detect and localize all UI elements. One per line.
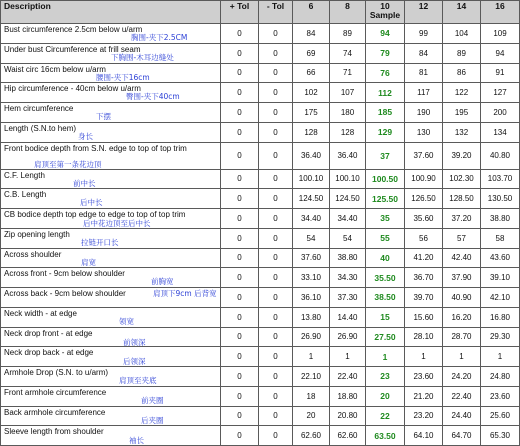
- cell-size-14: 39.20: [443, 142, 481, 169]
- header-minus-tol: - Tol: [259, 1, 293, 24]
- cell-size-14: 195: [443, 103, 481, 123]
- description-english: Sleeve length from shoulder: [4, 427, 104, 437]
- description-english: CB bodice depth top edge to edge to top of top trim: [4, 210, 186, 219]
- cell-minus-tol: 0: [259, 347, 293, 367]
- cell-size-8: 26.90: [330, 327, 366, 347]
- table-row: [1, 268, 520, 288]
- cell-size-8: 100.10: [330, 169, 366, 189]
- header-size-14: 14: [443, 1, 481, 24]
- cell-size-12: 41.20: [405, 248, 443, 268]
- cell-size-12: 99: [405, 24, 443, 44]
- cell-minus-tol: 0: [259, 209, 293, 229]
- cell-minus-tol: 0: [259, 142, 293, 169]
- description-english: Under bust Circumference at frill seam: [4, 44, 141, 54]
- cell-size-12: 130: [405, 122, 443, 142]
- description-chinese-note: 后中长: [80, 198, 103, 208]
- description-chinese-note: 胸围-夹下2.5CM: [131, 33, 188, 42]
- cell-size-16: 38.80: [481, 209, 520, 229]
- cell-size-12: 1: [405, 347, 443, 367]
- measurement-description: [1, 142, 221, 169]
- cell-size-14: 24.40: [443, 406, 481, 426]
- cell-plus-tol: 0: [221, 24, 259, 44]
- description-chinese-note: 肩宽: [81, 257, 96, 267]
- cell-size-6: 36.40: [293, 142, 330, 169]
- cell-size-8: 18.80: [330, 386, 366, 406]
- measurement-description: [1, 288, 221, 308]
- cell-size-16: 1: [481, 347, 520, 367]
- description-english: Bust circumference 2.5cm below u/arm: [4, 25, 143, 34]
- cell-size-8: 14.40: [330, 307, 366, 327]
- table-row: [1, 307, 520, 327]
- cell-size-10-sample: 40: [366, 248, 405, 268]
- cell-size-14: 57: [443, 228, 481, 248]
- cell-plus-tol: 0: [221, 189, 259, 209]
- measurement-description: [1, 43, 221, 63]
- cell-size-12: 64.10: [405, 426, 443, 446]
- cell-size-6: 13.80: [293, 307, 330, 327]
- cell-minus-tol: 0: [259, 307, 293, 327]
- cell-size-10-sample: 37: [366, 142, 405, 169]
- cell-size-14: 37.20: [443, 209, 481, 229]
- measurement-description: [1, 122, 221, 142]
- cell-minus-tol: 0: [259, 248, 293, 268]
- cell-size-12: 39.70: [405, 288, 443, 308]
- cell-size-12: 56: [405, 228, 443, 248]
- table-row: [1, 209, 520, 229]
- cell-minus-tol: 0: [259, 169, 293, 189]
- cell-minus-tol: 0: [259, 288, 293, 308]
- cell-minus-tol: 0: [259, 83, 293, 103]
- measurement-description: [1, 189, 221, 209]
- cell-size-14: 1: [443, 347, 481, 367]
- cell-size-6: 69: [293, 43, 330, 63]
- measurement-description: [1, 268, 221, 288]
- cell-size-14: 104: [443, 24, 481, 44]
- cell-size-10-sample: 76: [366, 63, 405, 83]
- cell-size-16: 42.10: [481, 288, 520, 308]
- cell-size-8: 34.30: [330, 268, 366, 288]
- table-row: [1, 426, 520, 446]
- measurement-description: [1, 103, 221, 123]
- cell-size-14: 16.20: [443, 307, 481, 327]
- cell-plus-tol: 0: [221, 122, 259, 142]
- table-row: [1, 288, 520, 308]
- cell-size-8: 20.80: [330, 406, 366, 426]
- description-english: Hip circumference - 40cm below u/arm: [4, 84, 141, 94]
- table-row: [1, 43, 520, 63]
- description-chinese-note: 前夹圈: [141, 395, 164, 405]
- cell-minus-tol: 0: [259, 228, 293, 248]
- cell-size-16: 23.60: [481, 386, 520, 406]
- measurement-description: [1, 327, 221, 347]
- description-chinese-note: 领宽: [119, 316, 134, 326]
- cell-size-10-sample: 35.50: [366, 268, 405, 288]
- cell-size-14: 122: [443, 83, 481, 103]
- cell-size-8: 37.30: [330, 288, 366, 308]
- cell-size-14: 24.20: [443, 367, 481, 387]
- cell-plus-tol: 0: [221, 406, 259, 426]
- description-english: Front bodice depth from S.N. edge to top of top trim: [4, 143, 187, 153]
- description-english: Back armhole circumference: [4, 407, 106, 417]
- cell-minus-tol: 0: [259, 189, 293, 209]
- cell-size-10-sample: 23: [366, 367, 405, 387]
- description-chinese-note: 肩顶至第一条花边顶: [34, 159, 102, 169]
- cell-size-12: 126.50: [405, 189, 443, 209]
- cell-size-6: 128: [293, 122, 330, 142]
- cell-plus-tol: 0: [221, 386, 259, 406]
- cell-size-6: 175: [293, 103, 330, 123]
- table-row: [1, 63, 520, 83]
- cell-size-10-sample: 94: [366, 24, 405, 44]
- cell-size-6: 1: [293, 347, 330, 367]
- description-chinese-note: 后夹圈: [141, 415, 164, 425]
- cell-size-14: 89: [443, 43, 481, 63]
- cell-size-10-sample: 27.50: [366, 327, 405, 347]
- cell-plus-tol: 0: [221, 426, 259, 446]
- cell-plus-tol: 0: [221, 169, 259, 189]
- table-row: [1, 367, 520, 387]
- header-row: [1, 1, 520, 24]
- cell-size-8: 36.40: [330, 142, 366, 169]
- description-chinese-note: 肩顶至夹底: [119, 376, 157, 385]
- cell-size-8: 34.40: [330, 209, 366, 229]
- cell-size-6: 124.50: [293, 189, 330, 209]
- cell-minus-tol: 0: [259, 367, 293, 387]
- cell-size-10-sample: 185: [366, 103, 405, 123]
- measurement-description: [1, 63, 221, 83]
- cell-size-8: 71: [330, 63, 366, 83]
- cell-size-6: 34.40: [293, 209, 330, 229]
- cell-size-12: 23.60: [405, 367, 443, 387]
- table-row: [1, 83, 520, 103]
- cell-plus-tol: 0: [221, 209, 259, 229]
- measurement-description: [1, 248, 221, 268]
- table-row: [1, 189, 520, 209]
- cell-plus-tol: 0: [221, 248, 259, 268]
- cell-minus-tol: 0: [259, 43, 293, 63]
- cell-size-8: 128: [330, 122, 366, 142]
- cell-size-16: 40.80: [481, 142, 520, 169]
- cell-size-6: 102: [293, 83, 330, 103]
- description-chinese-note: 下摆: [96, 112, 111, 121]
- header-size-8: 8: [330, 1, 366, 24]
- table-row: [1, 142, 520, 169]
- cell-size-10-sample: 125.50: [366, 189, 405, 209]
- cell-minus-tol: 0: [259, 24, 293, 44]
- cell-size-8: 180: [330, 103, 366, 123]
- measurement-description: [1, 386, 221, 406]
- cell-size-6: 37.60: [293, 248, 330, 268]
- cell-size-16: 130.50: [481, 189, 520, 209]
- cell-size-12: 35.60: [405, 209, 443, 229]
- header-size-10-sample: 10 Sample: [366, 1, 405, 24]
- cell-size-10-sample: 79: [366, 43, 405, 63]
- measurement-description: [1, 24, 221, 44]
- cell-size-14: 128.50: [443, 189, 481, 209]
- description-english: Across shoulder: [4, 249, 62, 259]
- header-size-16: 16: [481, 1, 520, 24]
- cell-size-6: 62.60: [293, 426, 330, 446]
- measurement-description: [1, 367, 221, 387]
- cell-size-8: 54: [330, 228, 366, 248]
- cell-minus-tol: 0: [259, 327, 293, 347]
- cell-size-6: 18: [293, 386, 330, 406]
- description-chinese-note: 前胸宽: [151, 277, 174, 287]
- table-row: [1, 248, 520, 268]
- cell-minus-tol: 0: [259, 63, 293, 83]
- description-english: Across back - 9cm below shoulder: [4, 289, 126, 298]
- cell-size-14: 86: [443, 63, 481, 83]
- cell-size-10-sample: 15: [366, 307, 405, 327]
- measurement-description: [1, 83, 221, 103]
- cell-size-12: 21.20: [405, 386, 443, 406]
- cell-plus-tol: 0: [221, 288, 259, 308]
- cell-plus-tol: 0: [221, 43, 259, 63]
- cell-size-16: 127: [481, 83, 520, 103]
- cell-size-12: 117: [405, 83, 443, 103]
- description-english: Front armhole circumference: [4, 387, 107, 397]
- header-size-6: 6: [293, 1, 330, 24]
- cell-size-12: 36.70: [405, 268, 443, 288]
- cell-plus-tol: 0: [221, 268, 259, 288]
- description-english: Neck drop back - at edge: [4, 348, 94, 358]
- cell-size-10-sample: 20: [366, 386, 405, 406]
- cell-size-12: 100.90: [405, 169, 443, 189]
- cell-size-10-sample: 38.50: [366, 288, 405, 308]
- cell-plus-tol: 0: [221, 347, 259, 367]
- description-chinese-note: 袖长: [129, 436, 144, 446]
- cell-plus-tol: 0: [221, 63, 259, 83]
- cell-size-16: 16.80: [481, 307, 520, 327]
- table-row: [1, 327, 520, 347]
- cell-size-14: 22.40: [443, 386, 481, 406]
- measurement-description: [1, 228, 221, 248]
- measurement-description: [1, 406, 221, 426]
- cell-size-10-sample: 1: [366, 347, 405, 367]
- table-row: [1, 406, 520, 426]
- description-chinese-note: 前领深: [123, 337, 146, 347]
- cell-size-16: 103.70: [481, 169, 520, 189]
- cell-size-10-sample: 55: [366, 228, 405, 248]
- cell-size-16: 91: [481, 63, 520, 83]
- table-row: [1, 103, 520, 123]
- cell-size-6: 26.90: [293, 327, 330, 347]
- description-chinese-note: 下胸围-木耳边缝处: [111, 52, 174, 62]
- header-description: Description: [1, 1, 221, 24]
- cell-size-10-sample: 129: [366, 122, 405, 142]
- measurement-description: [1, 209, 221, 229]
- cell-plus-tol: 0: [221, 142, 259, 169]
- cell-minus-tol: 0: [259, 406, 293, 426]
- table-body: [1, 24, 520, 446]
- description-english: Neck width - at edge: [4, 308, 77, 318]
- cell-minus-tol: 0: [259, 268, 293, 288]
- cell-size-8: 1: [330, 347, 366, 367]
- table-row: [1, 386, 520, 406]
- cell-size-10-sample: 63.50: [366, 426, 405, 446]
- cell-minus-tol: 0: [259, 426, 293, 446]
- description-chinese-note: 后领深: [123, 357, 146, 367]
- table-row: [1, 169, 520, 189]
- cell-size-12: 23.20: [405, 406, 443, 426]
- description-chinese-note: 肩顶下9cm 后背宽: [153, 289, 217, 298]
- cell-plus-tol: 0: [221, 228, 259, 248]
- description-english: Neck drop front - at edge: [4, 328, 93, 338]
- cell-minus-tol: 0: [259, 386, 293, 406]
- description-chinese-note: 前中长: [73, 178, 96, 188]
- cell-size-12: 28.10: [405, 327, 443, 347]
- cell-minus-tol: 0: [259, 103, 293, 123]
- description-chinese-note: 拉链开口长: [81, 237, 119, 247]
- cell-size-6: 20: [293, 406, 330, 426]
- cell-size-10-sample: 100.50: [366, 169, 405, 189]
- description-chinese-note: 后中花边顶至后中长: [83, 219, 151, 228]
- cell-plus-tol: 0: [221, 327, 259, 347]
- description-chinese-note: 腰围-夹下16cm: [96, 72, 150, 82]
- cell-size-16: 65.30: [481, 426, 520, 446]
- cell-size-6: 54: [293, 228, 330, 248]
- cell-size-8: 22.40: [330, 367, 366, 387]
- description-chinese-note: 臀围-夹下40cm: [126, 92, 180, 102]
- cell-size-8: 107: [330, 83, 366, 103]
- cell-size-12: 37.60: [405, 142, 443, 169]
- header-plus-tol: + Tol: [221, 1, 259, 24]
- cell-size-8: 62.60: [330, 426, 366, 446]
- cell-plus-tol: 0: [221, 103, 259, 123]
- header-size-12: 12: [405, 1, 443, 24]
- cell-size-12: 15.60: [405, 307, 443, 327]
- cell-size-16: 25.60: [481, 406, 520, 426]
- cell-size-10-sample: 22: [366, 406, 405, 426]
- cell-size-6: 36.10: [293, 288, 330, 308]
- cell-size-12: 84: [405, 43, 443, 63]
- cell-size-16: 24.80: [481, 367, 520, 387]
- table-row: [1, 122, 520, 142]
- description-english: C.F. Length: [4, 170, 45, 180]
- table-row: [1, 347, 520, 367]
- cell-size-16: 43.60: [481, 248, 520, 268]
- cell-size-16: 29.30: [481, 327, 520, 347]
- description-english: Length (S.N.to hem): [4, 123, 77, 133]
- table-row: [1, 24, 520, 44]
- cell-size-6: 22.10: [293, 367, 330, 387]
- cell-minus-tol: 0: [259, 122, 293, 142]
- cell-size-14: 28.70: [443, 327, 481, 347]
- description-english: Waist circ 16cm below u/arm: [4, 64, 106, 74]
- cell-plus-tol: 0: [221, 307, 259, 327]
- cell-size-14: 40.90: [443, 288, 481, 308]
- cell-size-16: 134: [481, 122, 520, 142]
- cell-size-16: 109: [481, 24, 520, 44]
- cell-size-12: 81: [405, 63, 443, 83]
- description-english: Hem circumference: [4, 104, 74, 113]
- cell-size-6: 84: [293, 24, 330, 44]
- cell-size-14: 64.70: [443, 426, 481, 446]
- table-row: [1, 228, 520, 248]
- cell-size-8: 124.50: [330, 189, 366, 209]
- cell-size-16: 200: [481, 103, 520, 123]
- cell-size-16: 39.10: [481, 268, 520, 288]
- cell-size-10-sample: 112: [366, 83, 405, 103]
- cell-size-14: 102.30: [443, 169, 481, 189]
- description-english: Across front - 9cm below shoulder: [4, 269, 125, 279]
- cell-size-16: 58: [481, 228, 520, 248]
- cell-size-6: 100.10: [293, 169, 330, 189]
- cell-size-8: 38.80: [330, 248, 366, 268]
- description-english: Zip opening length: [4, 229, 70, 239]
- description-chinese-note: 身长: [78, 131, 93, 141]
- cell-size-10-sample: 35: [366, 209, 405, 229]
- description-english: C.B. Length: [4, 190, 47, 200]
- cell-plus-tol: 0: [221, 367, 259, 387]
- cell-plus-tol: 0: [221, 83, 259, 103]
- measurement-description: [1, 426, 221, 446]
- cell-size-16: 94: [481, 43, 520, 63]
- cell-size-14: 132: [443, 122, 481, 142]
- cell-size-6: 33.10: [293, 268, 330, 288]
- cell-size-6: 66: [293, 63, 330, 83]
- cell-size-12: 190: [405, 103, 443, 123]
- cell-size-14: 42.40: [443, 248, 481, 268]
- description-english: Armhole Drop (S.N. to u/arm): [4, 368, 109, 377]
- cell-size-8: 89: [330, 24, 366, 44]
- cell-size-14: 37.90: [443, 268, 481, 288]
- measurement-description: [1, 169, 221, 189]
- measurement-description: [1, 347, 221, 367]
- measurement-description: [1, 307, 221, 327]
- cell-size-8: 74: [330, 43, 366, 63]
